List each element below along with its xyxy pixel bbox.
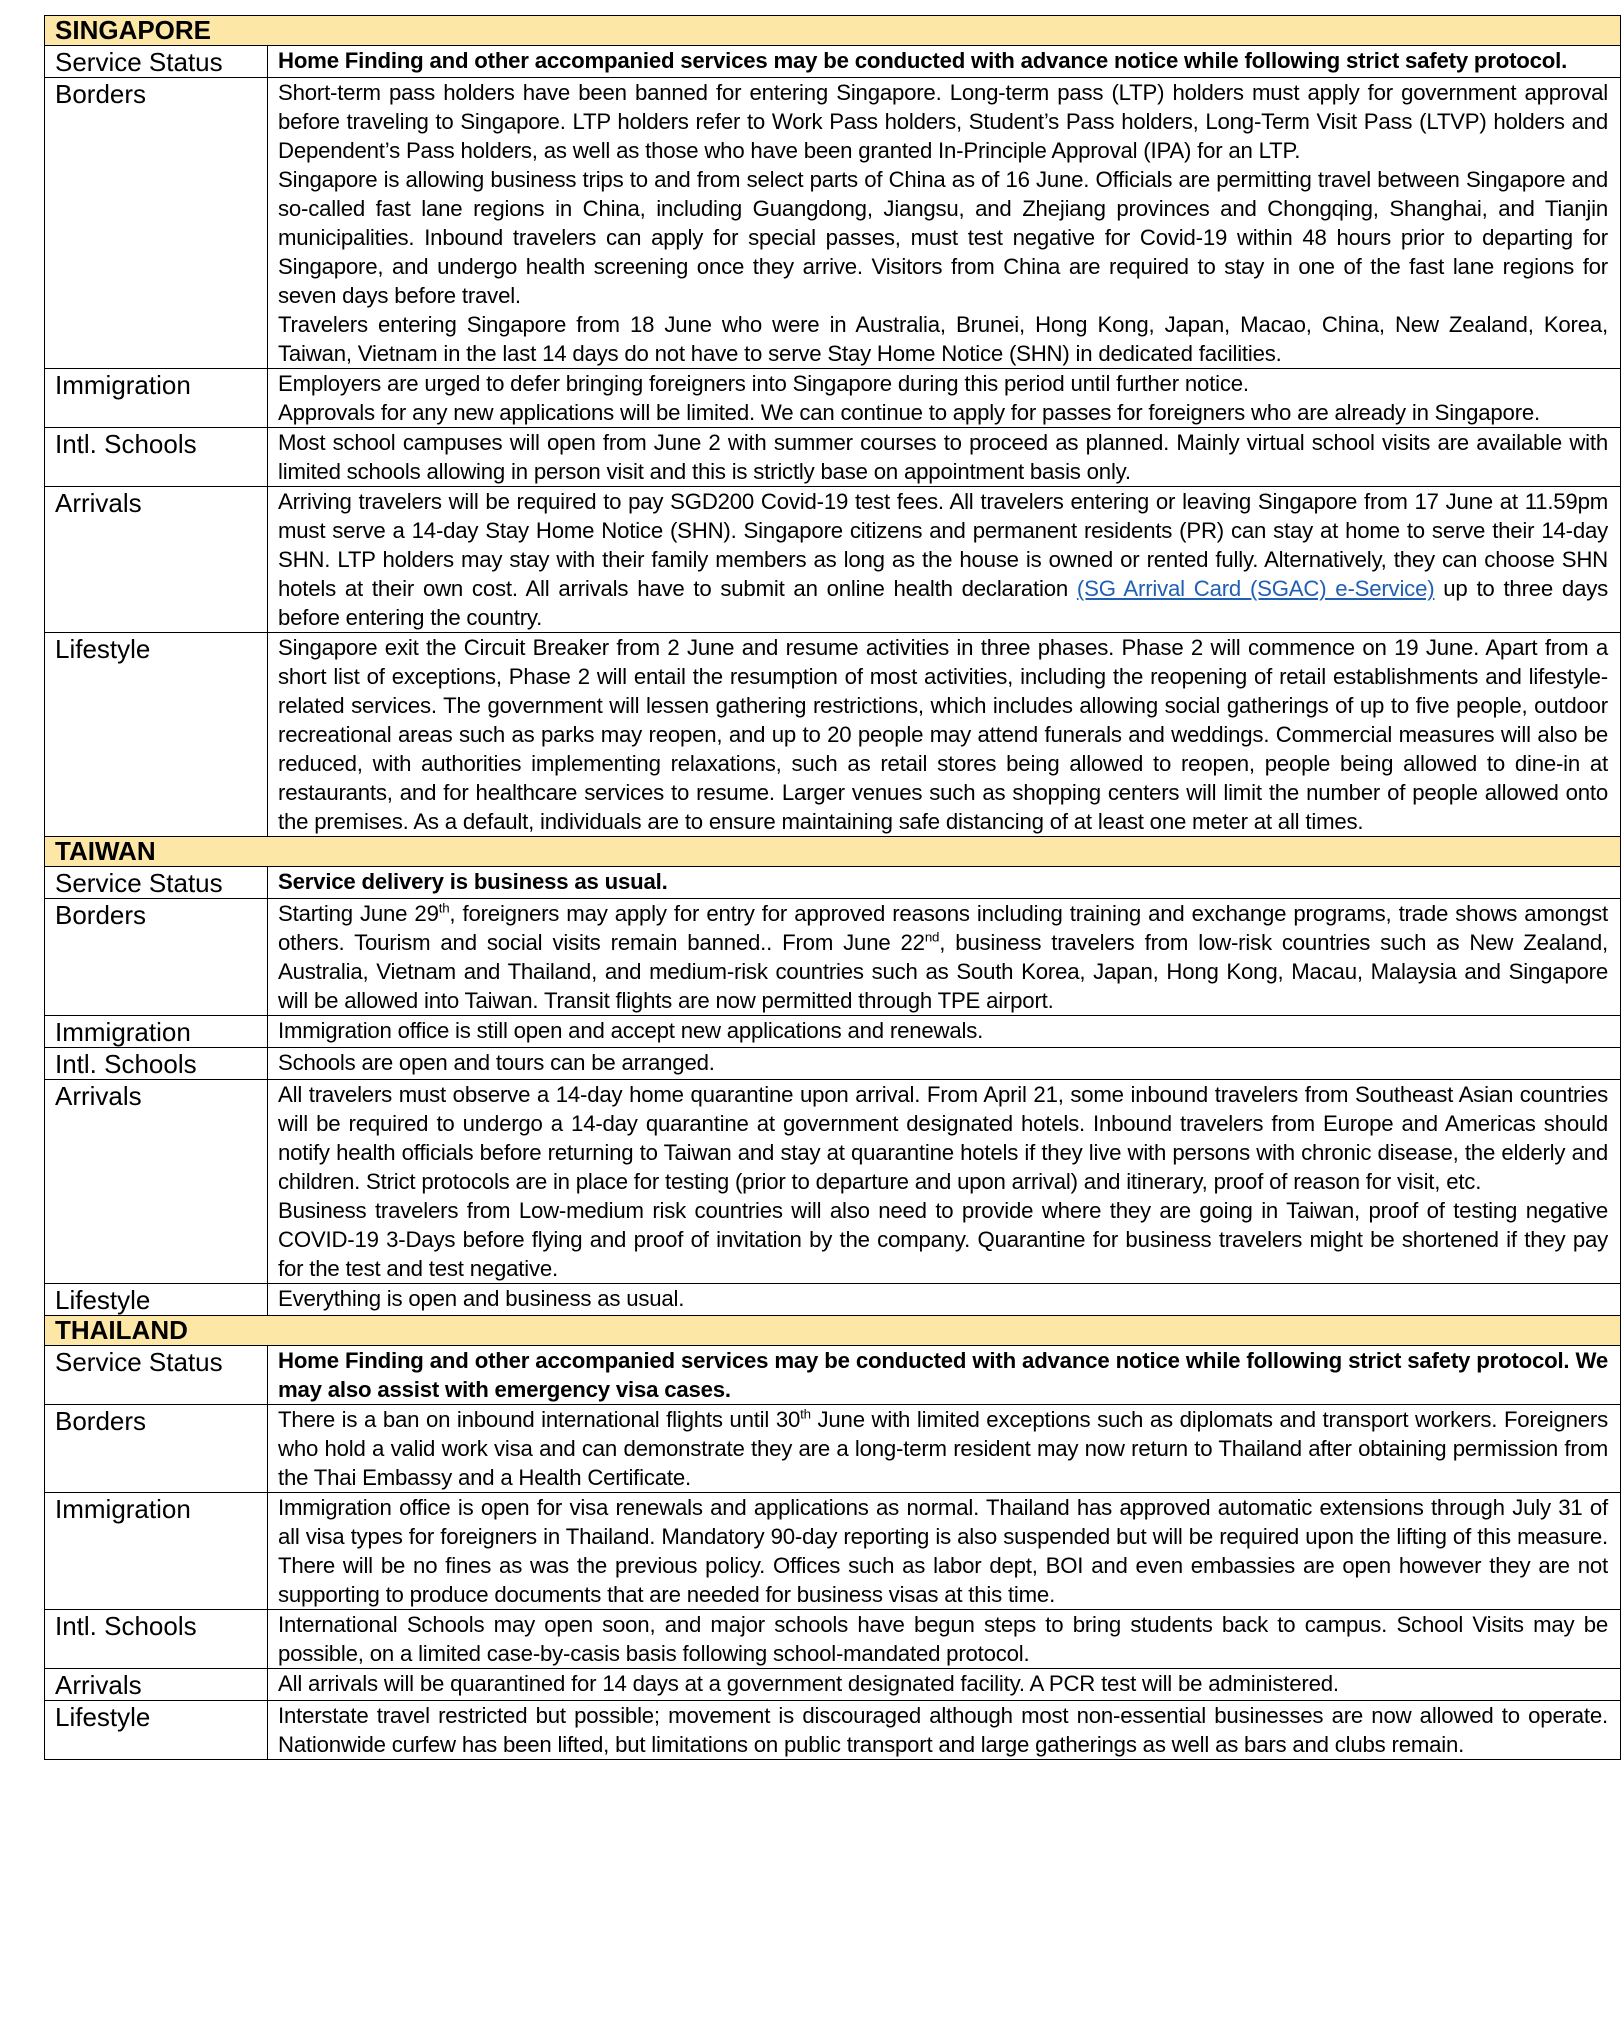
table-row: [45, 633, 1621, 837]
row-label-service-status: Service Status: [45, 1346, 268, 1405]
table-row: [45, 1080, 1621, 1284]
row-label-service-status: Service Status: [45, 867, 268, 899]
paragraph-text: Most school campuses will open from June 2 with summer courses to proceed as planned. Mainly virtual school visits are available with limited schools allowing in person visit and this is strictly base on appointment basis only.: [278, 430, 1608, 484]
row-content-service-status: [268, 867, 1621, 899]
paragraph: [278, 1048, 1608, 1077]
country-name-singapore: SINGAPORE: [45, 16, 1621, 46]
paragraph-text: There is a ban on inbound international flights until 30th June with limited exceptions such as diplomats and transport workers. Foreigners who hold a valid work visa and can demonstrate they are a long-term resident may now return to Thailand after obtaining permission from the Thai Embassy and a Health Certificate.: [278, 1406, 1608, 1490]
row-content-borders: [268, 1405, 1621, 1493]
paragraph: [278, 899, 1608, 1015]
row-label-borders: Borders: [45, 1405, 268, 1493]
row-content-service-status: [268, 46, 1621, 78]
country-header-row: [45, 16, 1621, 46]
table-row: [45, 1346, 1621, 1405]
row-content-borders: [268, 78, 1621, 369]
row-label-arrivals: Arrivals: [45, 1080, 268, 1284]
sgac-eservice-link[interactable]: (SG Arrival Card (SGAC) e-Service): [1076, 576, 1435, 601]
paragraph-text: Service delivery is business as usual.: [278, 869, 668, 894]
paragraph: [278, 165, 1608, 310]
paragraph-text: Arriving travelers will be required to pay SGD200 Covid-19 test fees. All travelers entering or leaving Singapore from 17 June at 11.59pm must serve a 14-day Stay Home Notice (SHN). Singapore citizens and permanent residents (PR) can stay at home to serve their 14-day SHN. LTP holders may stay with their family members as long as the house is owned or rented fully. Alternatively, they can choose SHN hotels at their own cost. All arrivals have to submit an online health declaration: [278, 489, 1608, 601]
row-content-arrivals: [268, 1080, 1621, 1284]
row-content-service-status: [268, 1346, 1621, 1405]
paragraph: [278, 633, 1608, 836]
row-content-borders: [268, 899, 1621, 1016]
paragraph: [278, 1016, 1608, 1045]
paragraph: [278, 46, 1608, 75]
paragraph-text: International Schools may open soon, and major schools have begun steps to bring students back to campus. School Visits may be possible, on a limited case-by-casis basis following school-mandated protocol.: [278, 1612, 1608, 1666]
country-name-thailand: THAILAND: [45, 1316, 1621, 1346]
table-row: [45, 487, 1621, 633]
paragraph-text: Starting June 29th, foreigners may apply for entry for approved reasons including training and exchange programs, trade shows amongst others. Tourism and social visits remain banned.. From June 22nd, business travelers from low-risk countries such as New Zealand, Australia, Vietnam and Thailand, and medium-risk countries such as South Korea, Japan, Hong Kong, Macau, Malaysia and Singapore will be allowed into Taiwan. Transit flights are now permitted through TPE airport.: [278, 900, 1609, 1013]
table-row: [45, 1493, 1621, 1610]
table-row: [45, 867, 1621, 899]
row-label-immigration: Immigration: [45, 1493, 268, 1610]
row-label-lifestyle: Lifestyle: [45, 1284, 268, 1316]
table-row: [45, 46, 1621, 78]
paragraph: [278, 1610, 1608, 1668]
paragraph-text: All arrivals will be quarantined for 14 days at a government designated facility. A PCR test will be administered.: [278, 1671, 1339, 1696]
paragraph-text: Singapore is allowing business trips to and from select parts of China as of 16 June. Officials are permitting travel between Singapore and so-called fast lane regions in China, including Guangdong, Jiangsu, and Zhejiang provinces and Chongqing, Shanghai, and Tianjin municipalities. Inbound travelers can apply for special passes, must test negative for Covid-19 within 48 hours prior to departing for Singapore, and undergo health screening once they arrive. Visitors from China are required to stay in one of the fast lane regions for seven days before travel.: [278, 167, 1608, 308]
paragraph-text: Immigration office is still open and accept new applications and renewals.: [278, 1018, 984, 1043]
row-label-arrivals: Arrivals: [45, 487, 268, 633]
paragraph: [278, 1346, 1608, 1404]
row-content-immigration: [268, 1493, 1621, 1610]
table-row: [45, 1701, 1621, 1760]
country-header-row: [45, 837, 1621, 867]
table-row: [45, 1669, 1621, 1701]
row-label-lifestyle: Lifestyle: [45, 633, 268, 837]
paragraph: [278, 428, 1608, 486]
paragraph: [278, 1701, 1608, 1759]
paragraph-text: Home Finding and other accompanied services may be conducted with advance notice while following strict safety protocol.: [278, 48, 1568, 73]
paragraph: [278, 487, 1608, 632]
row-content-lifestyle: [268, 1284, 1621, 1316]
row-label-borders: Borders: [45, 78, 268, 369]
paragraph-text: Schools are open and tours can be arranged.: [278, 1050, 715, 1075]
row-content-lifestyle: [268, 633, 1621, 837]
table-row: [45, 1610, 1621, 1669]
country-name-taiwan: TAIWAN: [45, 837, 1621, 867]
table-row: [45, 428, 1621, 487]
row-label-lifestyle: Lifestyle: [45, 1701, 268, 1760]
table-row: [45, 1048, 1621, 1080]
paragraph: [278, 867, 1608, 896]
paragraph: [278, 1405, 1608, 1492]
table-row: [45, 899, 1621, 1016]
row-content-intl-schools: [268, 428, 1621, 487]
paragraph-text: Singapore exit the Circuit Breaker from 2 June and resume activities in three phases. Phase 2 will commence on 19 June. Apart from a short list of exceptions, Phase 2 will entail the resumption of most activities, including the reopening of retail establishments and lifestyle-related services. The government will lessen gathering restrictions, which includes allowing social gatherings of up to five people, outdoor recreational areas such as parks may reopen, and up to 20 people may attend funerals and weddings. Commercial measures will also be reduced, with authorities implementing relaxations, such as retail stores being allowed to reopen, people being allowed to dine-in at restaurants, and for healthcare services to resume. Larger venues such as shopping centers will limit the number of people allowed onto the premises. As a default, individuals are to ensure maintaining safe distancing of at least one meter at all times.: [278, 635, 1608, 834]
table-row: [45, 1284, 1621, 1316]
paragraph-text: Employers are urged to defer bringing foreigners into Singapore during this period until further notice.: [278, 371, 1249, 396]
paragraph: [278, 78, 1608, 165]
paragraph: [278, 310, 1608, 368]
table-body: [45, 16, 1621, 1760]
row-label-intl-schools: Intl. Schools: [45, 428, 268, 487]
paragraph-text: Home Finding and other accompanied services may be conducted with advance notice while following strict safety protocol. We may also assist with emergency visa cases.: [278, 1348, 1608, 1402]
paragraph: [278, 1493, 1608, 1609]
row-content-arrivals: [268, 487, 1621, 633]
paragraph-text: Business travelers from Low-medium risk countries will also need to provide where they are going in Taiwan, proof of testing negative COVID-19 3-Days before flying and proof of invitation by the company. Quarantine for business travelers might be shortened if they pay for the test and test negative.: [278, 1198, 1608, 1281]
paragraph: [278, 369, 1608, 398]
row-content-immigration: [268, 369, 1621, 428]
paragraph: [278, 1284, 1608, 1313]
row-label-intl-schools: Intl. Schools: [45, 1048, 268, 1080]
row-label-service-status: Service Status: [45, 46, 268, 78]
row-content-intl-schools: [268, 1610, 1621, 1669]
row-label-borders: Borders: [45, 899, 268, 1016]
paragraph-text-after-link: up to three days before entering the country.: [278, 576, 1608, 630]
row-label-intl-schools: Intl. Schools: [45, 1610, 268, 1669]
paragraph: [278, 1196, 1608, 1283]
row-content-intl-schools: [268, 1048, 1621, 1080]
country-status-table: [44, 15, 1621, 1760]
paragraph-text: Immigration office is open for visa renewals and applications as normal. Thailand has approved automatic extensions through July 31 of all visa types for foreigners in Thailand. Mandatory 90-day reporting is also suspended but will be required upon the lifting of this measure. There will be no fines as was the previous policy. Offices such as labor dept, BOI and even embassies are open however they are not supporting to produce documents that are needed for business visas at this time.: [278, 1495, 1608, 1607]
row-label-arrivals: Arrivals: [45, 1669, 268, 1701]
row-label-immigration: Immigration: [45, 369, 268, 428]
country-header-row: [45, 1316, 1621, 1346]
row-content-lifestyle: [268, 1701, 1621, 1760]
paragraph: [278, 398, 1608, 427]
paragraph: [278, 1669, 1608, 1698]
row-label-immigration: Immigration: [45, 1016, 268, 1048]
paragraph-text: Approvals for any new applications will be limited. We can continue to apply for passes for foreigners who are already in Singapore.: [278, 400, 1540, 425]
paragraph-text: Short-term pass holders have been banned for entering Singapore. Long-term pass (LTP) holders must apply for government approval before traveling to Singapore. LTP holders refer to Work Pass holders, Student’s Pass holders, Long-Term Visit Pass (LTVP) holders and Dependent’s Pass holders, as well as those who have been granted In-Principle Approval (IPA) for an LTP.: [278, 80, 1608, 163]
paragraph-text: Travelers entering Singapore from 18 June who were in Australia, Brunei, Hong Kong, Japan, Macao, China, New Zealand, Korea, Taiwan, Vietnam in the last 14 days do not have to serve Stay Home Notice (SHN) in dedicated facilities.: [278, 312, 1608, 366]
table-row: [45, 369, 1621, 428]
paragraph: [278, 1080, 1608, 1196]
paragraph-text: All travelers must observe a 14-day home quarantine upon arrival. From April 21, some inbound travelers from Southeast Asian countries will be required to undergo a 14-day quarantine at government designated hotels. Inbound travelers from Europe and Americas should notify health officials before returning to Taiwan and stay at quarantine hotels if they live with persons with chronic disease, the elderly and children. Strict protocols are in place for testing (prior to departure and upon arrival) and itinerary, proof of reason for visit, etc.: [278, 1082, 1608, 1194]
table-row: [45, 1405, 1621, 1493]
paragraph-text: Interstate travel restricted but possible; movement is discouraged although most non-essential businesses are now allowed to operate. Nationwide curfew has been lifted, but limitations on public transport and large gatherings as well as bars and clubs remain.: [278, 1703, 1608, 1757]
row-content-arrivals: [268, 1669, 1621, 1701]
paragraph-text: Everything is open and business as usual.: [278, 1286, 685, 1311]
table-row: [45, 1016, 1621, 1048]
table-row: [45, 78, 1621, 369]
row-content-immigration: [268, 1016, 1621, 1048]
